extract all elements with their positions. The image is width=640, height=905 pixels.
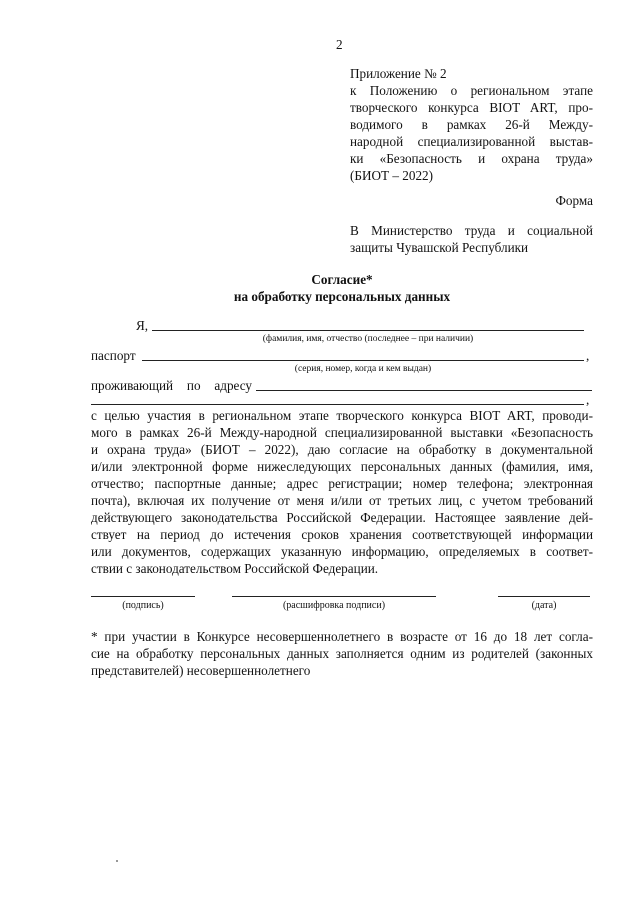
- body-line: и охрана труда» (БИОТ – 2022), даю согласие на обработку в документальной: [91, 442, 593, 457]
- appendix-last-line: (БИОТ – 2022): [350, 168, 434, 183]
- body-line: или документов, содержащих указанную информацию, определяемых в соответ-: [91, 544, 593, 559]
- body-line: и/или электронной форме нижеследующих персональных данных (фамилия, имя,: [91, 459, 593, 474]
- appendix-line: народной специализированной выстав-: [350, 134, 593, 149]
- body-line: с целью участия в региональном этапе творческого конкурса BIOT ART, проводи-: [91, 408, 593, 423]
- ya-label: Я,: [136, 318, 149, 333]
- passport-comma: ,: [586, 348, 590, 363]
- appendix-line: творческого конкурса BIOT ART, про-: [350, 100, 593, 115]
- footnote-line: сие на обработку персональных данных заполняется одним из родителей (законных: [91, 646, 593, 661]
- footnote: [91, 628, 593, 679]
- signature-field-line[interactable]: [91, 596, 195, 597]
- addressee-line-1: В Министерство труда и социальной: [350, 223, 593, 238]
- fio-field-line[interactable]: [152, 330, 584, 331]
- heading-title: Согласие*: [311, 272, 373, 287]
- date-field-line[interactable]: [498, 596, 590, 597]
- address-field-line-1[interactable]: [256, 390, 592, 391]
- passport-field-line[interactable]: [142, 360, 584, 361]
- body-last-line: ствии с законодательством Российской Федерации.: [91, 561, 379, 576]
- form-label: Форма: [555, 193, 593, 208]
- consent-body: [91, 407, 593, 577]
- address-label: проживающий по адресу: [91, 378, 252, 393]
- date-caption: (дата): [531, 600, 557, 611]
- address-field-line-2[interactable]: [91, 404, 584, 405]
- appendix-line: ки «Безопасность и охрана труда»: [350, 151, 593, 166]
- body-line: мого в рамках 26-й Между-народной специализированной выставки «Безопасность: [91, 425, 593, 440]
- body-line: действующего законодательства Российской Федерации. Настоящее заявление дей-: [91, 510, 593, 525]
- body-line: ствует на период до истечения сроков хранения соответствующей информации: [91, 527, 593, 542]
- address-comma: ,: [586, 392, 590, 407]
- appendix-title: Приложение № 2: [350, 66, 447, 81]
- signature-decode-field-line[interactable]: [232, 596, 436, 597]
- footnote-last-line: представителей) несовершеннолетнего: [91, 663, 311, 678]
- scan-speck: [116, 860, 118, 862]
- signature-caption: (подпись): [122, 600, 164, 611]
- appendix-block: [350, 65, 593, 184]
- appendix-line: водимого в рамках 26-й Между-: [350, 117, 593, 132]
- addressee-line-2: защиты Чувашской Республики: [350, 240, 529, 255]
- body-line: почта), включая их получение от меня и/или от третьих лиц, с учетом требований: [91, 493, 593, 508]
- addressee-block: [350, 222, 593, 256]
- passport-label: паспорт: [91, 348, 136, 363]
- appendix-line: к Положению о региональном этапе: [350, 83, 593, 98]
- body-line: отчество; паспортные данные; адрес регистрации; номер телефона; электронная: [91, 476, 593, 491]
- heading-subtitle: на обработку персональных данных: [233, 289, 451, 304]
- fio-caption: (фамилия, имя, отчество (последнее – при наличии): [262, 334, 474, 344]
- signature-decode-caption: (расшифровка подписи): [282, 600, 386, 611]
- passport-caption: (серия, номер, когда и кем выдан): [294, 364, 432, 374]
- footnote-line: * при участии в Конкурсе несовершеннолетнего в возрасте от 16 до 18 лет согла-: [91, 629, 593, 644]
- page-number: 2: [336, 37, 343, 52]
